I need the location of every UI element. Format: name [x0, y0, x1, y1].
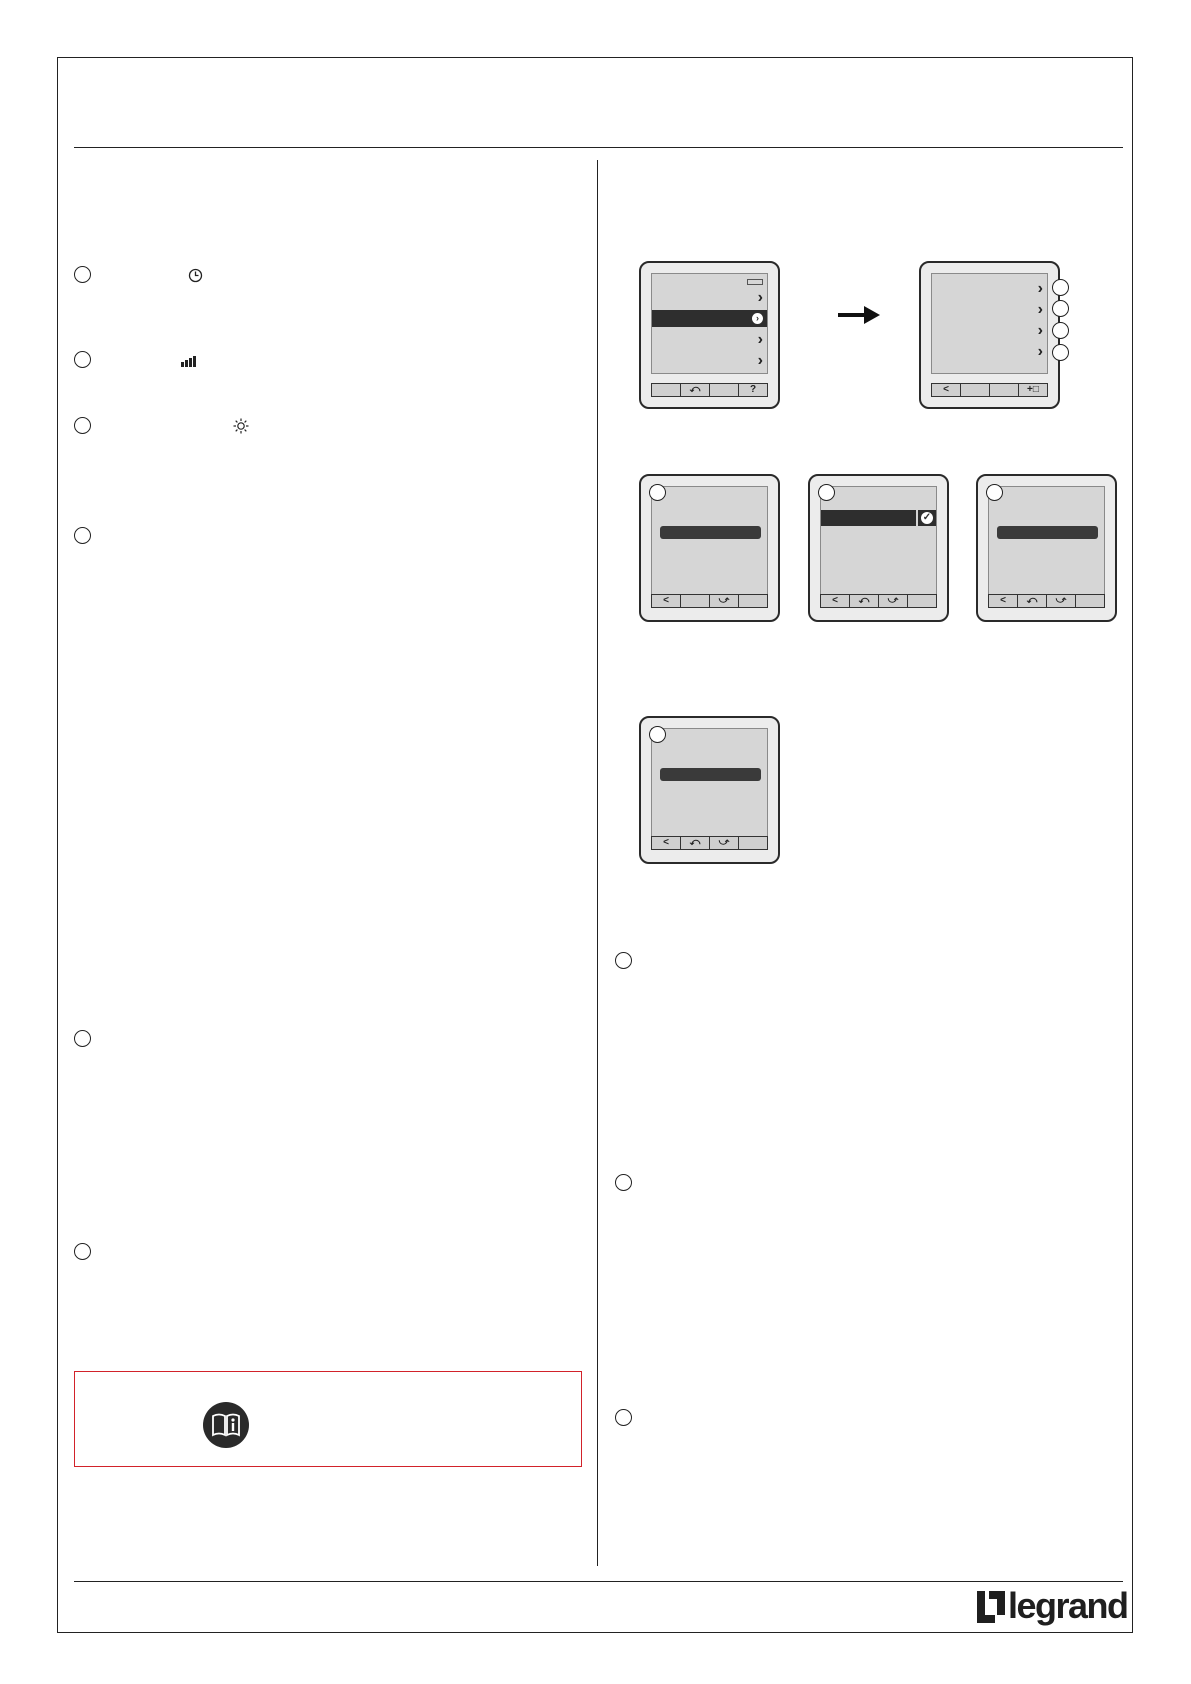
- sun-icon: [233, 418, 249, 439]
- notice-box: [74, 1371, 582, 1467]
- softkey[interactable]: ⤻: [1047, 595, 1076, 607]
- softkey[interactable]: [990, 384, 1019, 396]
- device-menu: [919, 261, 1060, 409]
- step-marker: [615, 1409, 632, 1426]
- callout-marker: [1052, 279, 1069, 296]
- arrow-right-icon: [864, 306, 880, 324]
- chevron-right-icon: ›: [1037, 301, 1043, 318]
- back-softkey[interactable]: <: [989, 595, 1018, 607]
- column-divider: [597, 160, 598, 1566]
- step-marker: [74, 1030, 91, 1047]
- softkey[interactable]: [961, 384, 990, 396]
- callout-marker: [818, 484, 835, 501]
- chevron-right-icon: ›: [752, 313, 763, 324]
- device-screen: [651, 728, 768, 838]
- header-rule: [74, 147, 1123, 148]
- device-screen: [820, 486, 937, 596]
- device-screen: [651, 486, 768, 596]
- chevron-right-icon: ›: [1037, 343, 1043, 360]
- step-marker: [615, 952, 632, 969]
- help-softkey[interactable]: ?: [749, 384, 757, 395]
- callout-marker: [1052, 300, 1069, 317]
- back-softkey[interactable]: <: [652, 837, 681, 849]
- selected-field: [660, 526, 761, 539]
- chevron-right-icon: ›: [757, 289, 763, 306]
- softkey[interactable]: ⤺: [1018, 595, 1047, 607]
- back-softkey[interactable]: <: [932, 384, 961, 396]
- arrow-shaft: [838, 313, 864, 317]
- step-marker: [74, 1243, 91, 1260]
- softkey[interactable]: [681, 595, 710, 607]
- softkey[interactable]: [739, 837, 767, 849]
- callout-marker: [649, 484, 666, 501]
- check-toggle[interactable]: [918, 510, 936, 526]
- add-folder-softkey[interactable]: +□: [1027, 384, 1039, 395]
- softkey[interactable]: ⤻: [710, 837, 739, 849]
- callout-marker: [986, 484, 1003, 501]
- selected-field: [997, 526, 1098, 539]
- device-screen: [651, 273, 768, 374]
- step-marker: [615, 1174, 632, 1191]
- softkey-bar: [651, 594, 768, 608]
- device-screen: [988, 486, 1105, 596]
- softkey-bar: [651, 836, 768, 850]
- chevron-right-icon: ›: [757, 331, 763, 348]
- softkey[interactable]: ⤻: [710, 595, 739, 607]
- chevron-right-icon: ›: [1037, 322, 1043, 339]
- check-icon: ✓: [922, 512, 932, 523]
- brand-wordmark: legrand: [1008, 1585, 1128, 1626]
- step-marker: [74, 266, 91, 283]
- softkey[interactable]: ⤺: [681, 384, 710, 396]
- softkey[interactable]: [710, 384, 739, 396]
- brand-logo: [977, 1585, 1128, 1628]
- softkey-bar: [651, 383, 768, 397]
- step-marker: [74, 527, 91, 544]
- device-home: [639, 261, 780, 409]
- back-softkey[interactable]: <: [652, 595, 681, 607]
- legrand-mark-icon: [977, 1591, 1005, 1623]
- softkey[interactable]: [1076, 595, 1104, 607]
- footer-rule: [74, 1581, 1123, 1582]
- softkey[interactable]: ⤺: [681, 837, 710, 849]
- softkey[interactable]: [908, 595, 936, 607]
- callout-marker: [1052, 344, 1069, 361]
- softkey-bar: [988, 594, 1105, 608]
- chevron-right-icon: ›: [1037, 280, 1043, 297]
- softkey[interactable]: [652, 384, 681, 396]
- selected-row: [652, 310, 767, 327]
- selected-field: [660, 768, 761, 781]
- callout-marker: [1052, 322, 1069, 339]
- info-book-icon: [203, 1402, 249, 1448]
- softkey[interactable]: ⤺: [850, 595, 879, 607]
- chevron-right-icon: ›: [757, 352, 763, 369]
- softkey-bar: [931, 383, 1048, 397]
- clock-icon: [188, 268, 203, 285]
- softkey[interactable]: ⤻: [879, 595, 908, 607]
- device-screen: [931, 273, 1048, 374]
- step-marker: [74, 417, 91, 434]
- callout-marker: [649, 726, 666, 743]
- step-marker: [74, 351, 91, 368]
- selected-row: [821, 510, 916, 526]
- back-softkey[interactable]: <: [821, 595, 850, 607]
- softkey[interactable]: [739, 595, 767, 607]
- signal-bars-icon: [181, 354, 197, 372]
- softkey-bar: [820, 594, 937, 608]
- battery-icon: [747, 279, 763, 285]
